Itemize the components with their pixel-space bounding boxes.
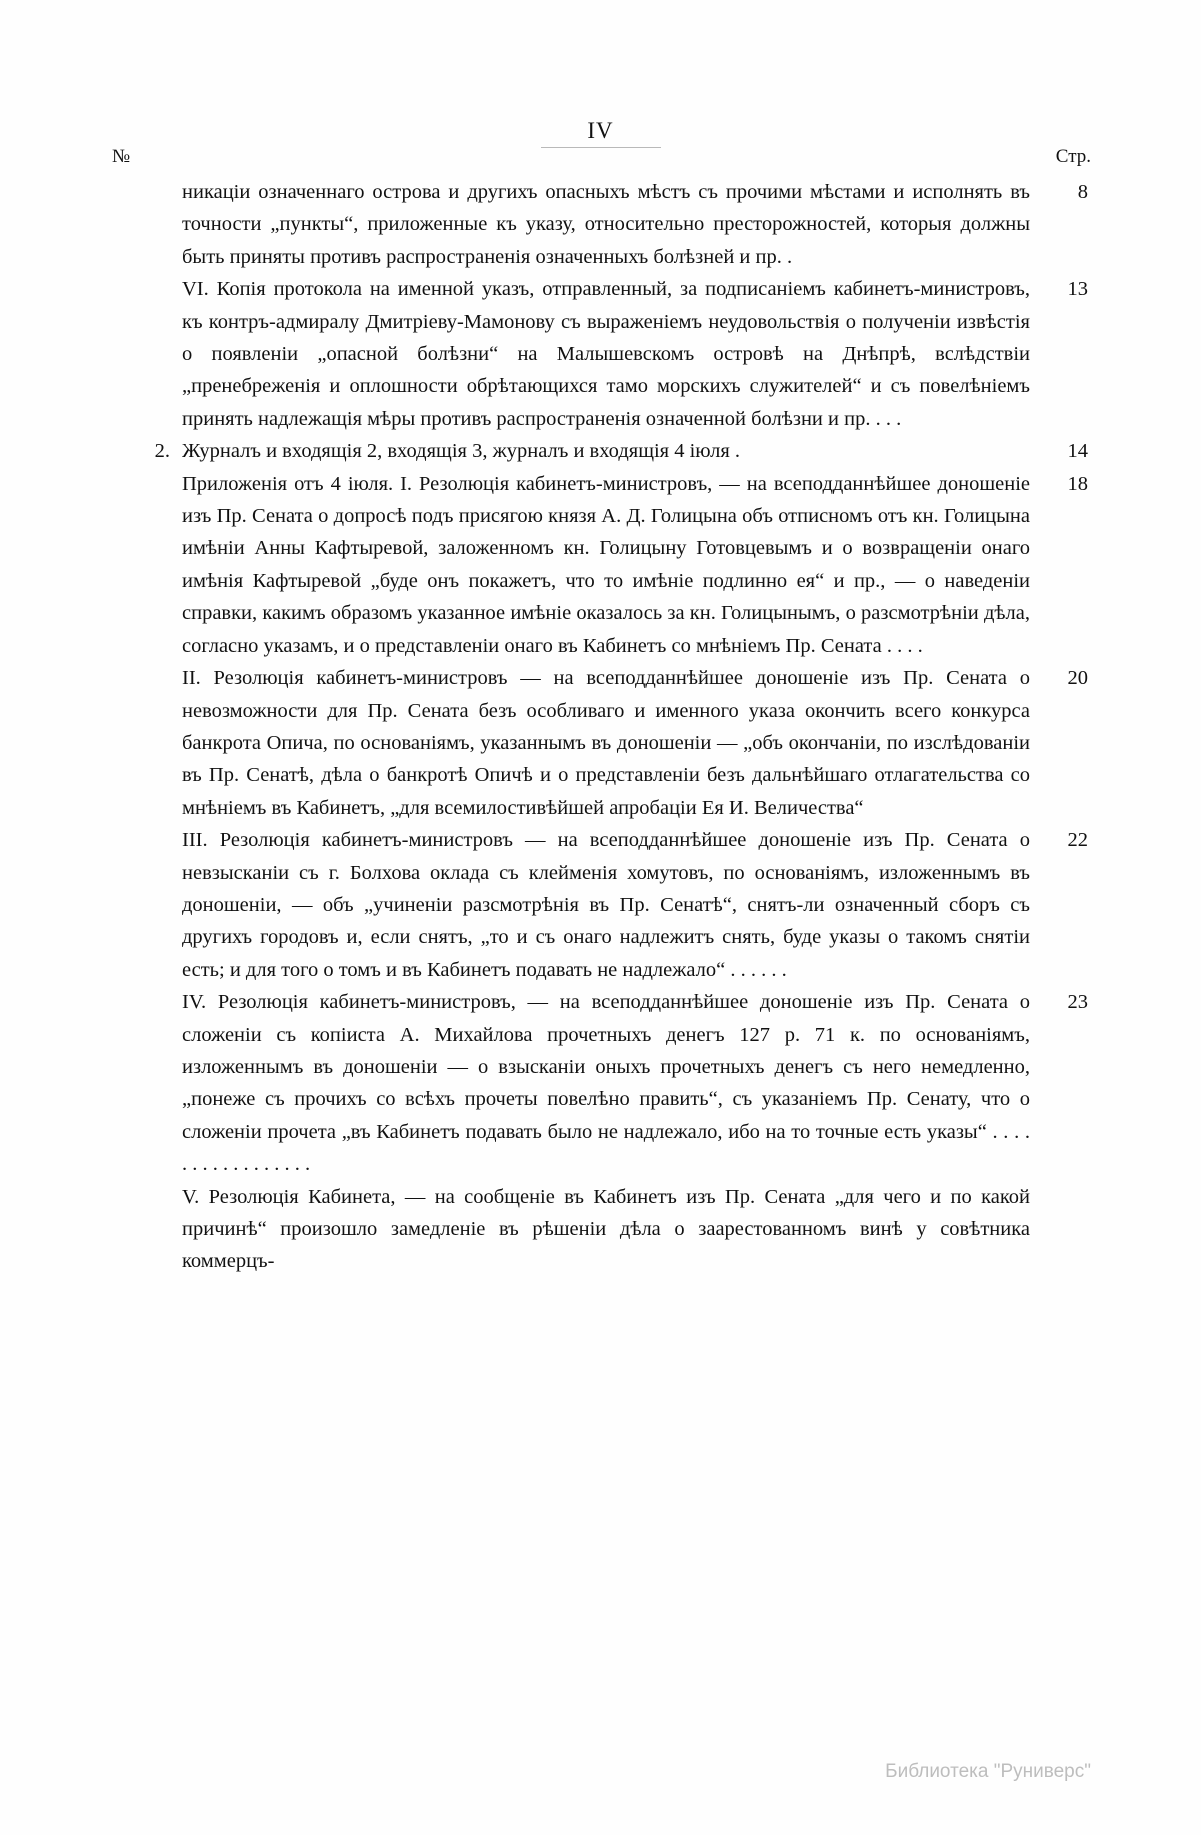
toc-entry [118,824,1088,986]
toc-entry [118,662,1088,824]
entry-page: 23 [1067,991,1088,1014]
entry-number: 2. [154,440,170,463]
page-folio-label: IV [587,118,614,143]
entry-text: III. Резолюція кабинетъ-министровъ — на всеподданнѣйшее доношеніе изъ Пр. Сената о невзысканіи съ г. Болхова оклада съ клейменія хомутовъ, по основаніямъ, изложеннымъ въ доношеніи, — объ „учиненіи разсмотрѣнія въ Пр. Сенатѣ“, снятъ-ли означенный сборъ съ другихъ городовъ и, если снятъ, „то и съ онаго надлежитъ снять, буде указы о такомъ снятіи есть; и для того о томъ и въ Кабинетъ подавать не надлежало“ . . . . . . [182,829,1030,981]
column-header-page: Стр. [1055,146,1091,167]
entry-text: IV. Резолюція кабинетъ-министровъ, — на всеподданнѣйшее доношеніе изъ Пр. Сената о сложеніи съ копіиста А. Михайлова прочетныхъ денегъ 127 р. 71 к. по основаніямъ, изложеннымъ въ доношеніи — о взысканіи оныхъ прочетныхъ денегъ съ него немедленно, „понеже съ прочихъ со всѣхъ прочеты повелѣно править“, съ указаніемъ Пр. Сенату, что о сложеніи прочета „въ Кабинетъ подавать было не надлежало, ибо на то точные есть указы“ . . . . . . . . . . . . . . . . . [182,991,1030,1176]
entry-text: Приложенія отъ 4 іюля. I. Резолюція кабинетъ-министровъ, — на всеподданнѣйшее доношеніе изъ Пр. Сената о допросѣ подъ присягою князя А. Д. Голицына объ отписномъ отъ кн. Голицына имѣніи Анны Кафтыревой, заложенномъ кн. Голицыну Готовцевымъ и о возвращеніи онаго имѣнія Кафтыревой „буде онъ покажетъ, что то имѣніе подлинно ея“ и пр., — о наведеніи справки, какимъ образомъ указанное имѣніе оказалось за кн. Голицынымъ, о разсмотрѣніи дѣла, согласно указамъ, и о представленіи онаго въ Кабинетъ со мнѣніемъ Пр. Сената . . . . [182,472,1030,657]
entry-page: 22 [1067,829,1088,852]
entry-page: 14 [1067,440,1088,463]
entry-page: 20 [1067,667,1088,690]
toc-entry [118,273,1088,435]
toc-entries [118,176,1088,1278]
toc-entry [118,468,1088,662]
toc-entry [118,435,1088,467]
entry-page: 18 [1067,472,1088,495]
toc-entry [118,1181,1088,1278]
entry-page: 8 [1077,181,1088,203]
toc-entry [118,986,1088,1180]
toc-entry [118,176,1088,273]
entry-page: 13 [1067,278,1088,301]
entry-text: II. Резолюція кабинетъ-министровъ — на всеподданнѣйшее доношеніе изъ Пр. Сената о невозможности для Пр. Сената безъ особливаго и именного указа окончить всего конкурса банкрота Опича, по основаніямъ, указаннымъ въ доношеніи — „объ окончаніи, по изслѣдованіи въ Пр. Сенатѣ, дѣла о банкротѣ Опичѣ и о представленіи безъ дальнѣйшаго отлагательства со мнѣніемъ въ Кабинетъ, „для всемилостивѣйшей апробаціи Ея И. Величества“ [182,667,1030,819]
entry-text: Журналъ и входящія 2, входящія 3, журналъ и входящія 4 іюля . [182,440,741,463]
library-watermark: Библиотека "Руниверс" [885,1761,1091,1782]
folio-rule [541,147,661,148]
entry-text: V. Резолюція Кабинета, — на сообщеніе въ Кабинетъ изъ Пр. Сената „для чего и по какой причинѣ“ произошло замедленіе въ рѣшеніи дѣла о заарестованномъ винѣ у совѣтника коммерцъ- [182,1185,1030,1273]
page-folio [0,118,1201,148]
column-header-number: № [112,146,131,167]
entry-text: никаціи означеннаго острова и другихъ опасныхъ мѣстъ съ прочими мѣстами и исполнять въ точности „пункты“, приложенные къ указу, относительно престорожностей, которыя должны быть приняты противъ распространенія означенныхъ болѣзней и пр. . [182,181,1030,268]
entry-text: VI. Копія протокола на именной указъ, отправленный, за подписаніемъ кабинетъ-министровъ, къ контръ-адмиралу Дмитріеву-Мамонову съ выраженіемъ неудовольствія о полученіи извѣстія о появленіи „опасной болѣзни“ на Малышевскомъ островѣ на Днѣпрѣ, вслѣдствіи „пренебреженія и оплошности обрѣтающихся тамо морскихъ служителей“ и съ повелѣніемъ принять надлежащія мѣры противъ распространенія означенной болѣзни и пр. . . . [182,278,1030,430]
